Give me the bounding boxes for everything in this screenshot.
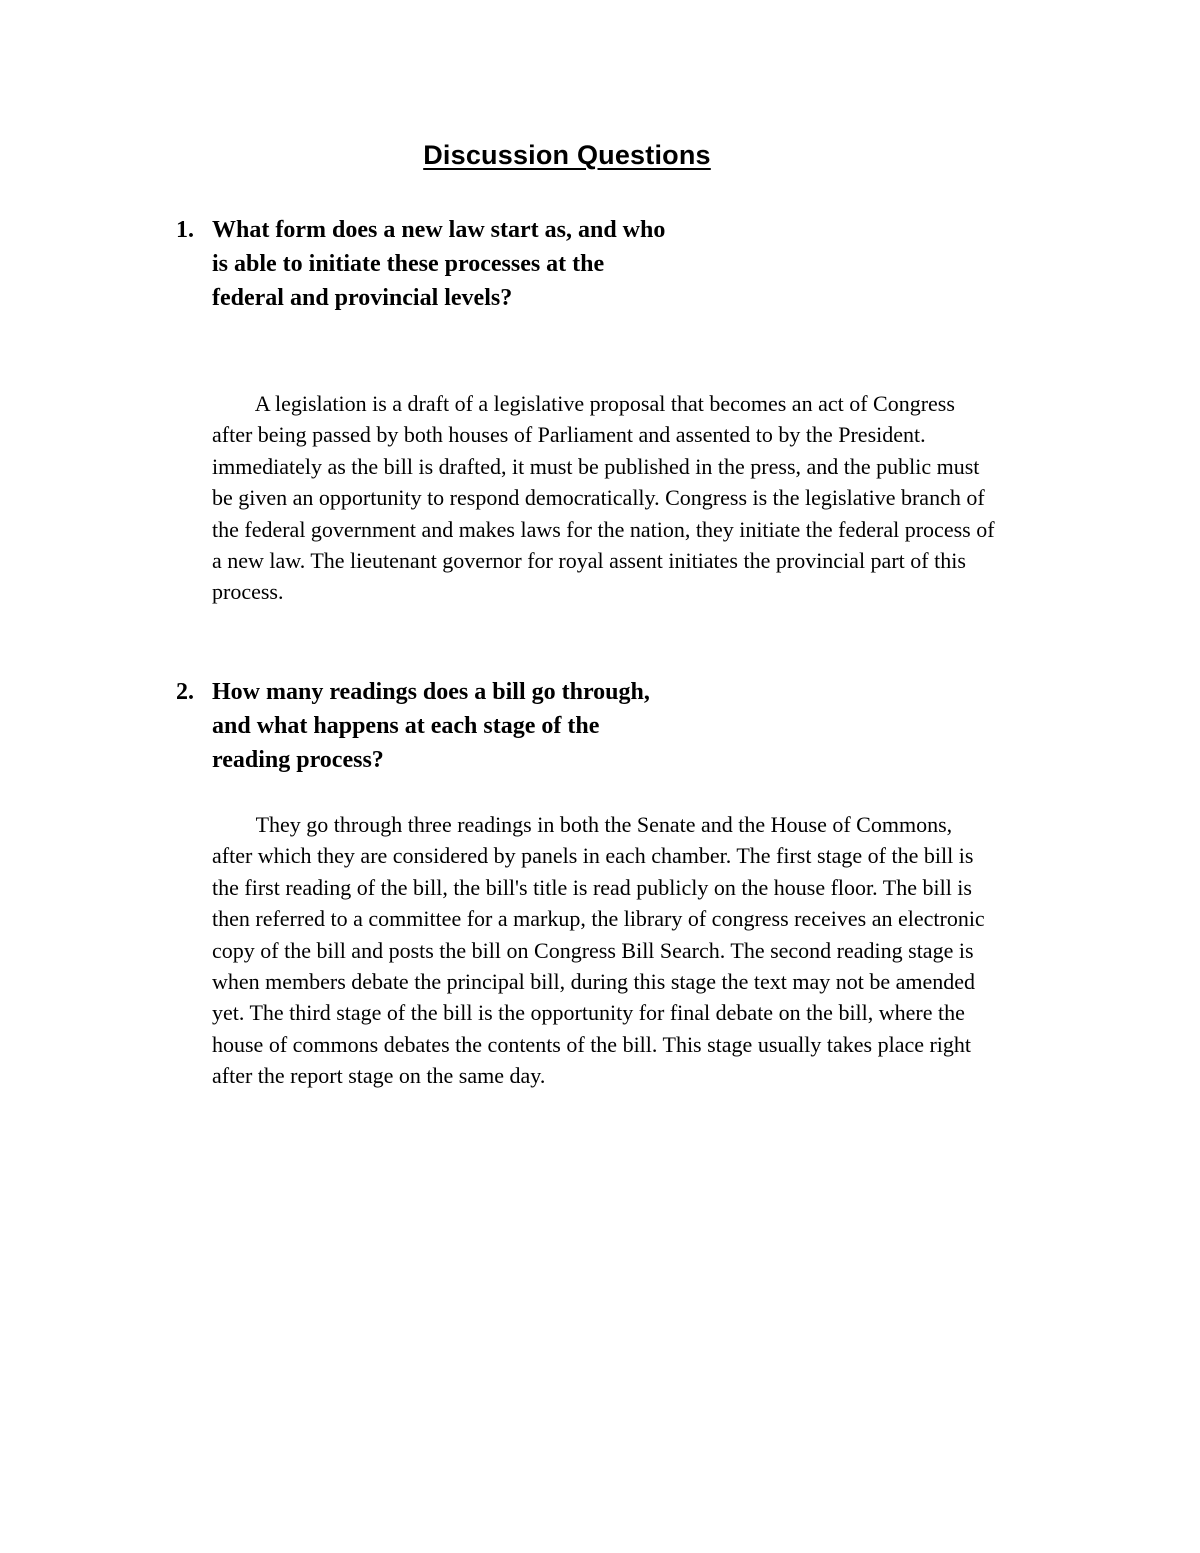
question-text	[212, 213, 665, 315]
answer-line: immediately as the bill is drafted, it must be published in the press, and the public must	[212, 453, 980, 479]
question-line: reading process?	[212, 747, 384, 773]
question-line: How many readings does a bill go through,	[212, 679, 650, 705]
question-number: 1.	[176, 217, 194, 243]
answer-line: A legislation is a draft of a legislative proposal that becomes an act of Congress	[212, 391, 955, 416]
answer-line: copy of the bill and posts the bill on Congress Bill Search. The second reading stage is	[212, 937, 974, 963]
answer-line: after which they are considered by panels in each chamber. The first stage of the bill is	[212, 843, 974, 869]
answer-line: yet. The third stage of the bill is the opportunity for final debate on the bill, where the	[212, 1000, 965, 1026]
question-line: What form does a new law start as, and who	[212, 217, 666, 243]
answer-2	[212, 809, 985, 1092]
answer-line: the first reading of the bill, the bill's title is read publicly on the house floor. The bill is	[212, 874, 972, 900]
question-number: 2.	[176, 679, 194, 705]
answer-line: after being passed by both houses of Parliament and assented to by the President.	[212, 422, 926, 448]
answer-line: house of commons debates the contents of the bill. This stage usually takes place right	[212, 1031, 972, 1057]
answer-line: be given an opportunity to respond democratically. Congress is the legislative branch of	[212, 485, 985, 511]
answer-line: then referred to a committee for a markup, the library of congress receives an electronic	[212, 906, 985, 932]
question-line: and what happens at each stage of the	[212, 713, 600, 739]
page-title: Discussion Questions	[423, 140, 711, 170]
answer-1	[212, 388, 995, 608]
answer-line: They go through three readings in both the Senate and the House of Commons,	[212, 812, 953, 837]
answer-line: the federal government and makes laws for the nation, they initiate the federal process of	[212, 516, 995, 542]
question-line: federal and provincial levels?	[212, 285, 513, 311]
question-line: is able to initiate these processes at the	[212, 251, 605, 277]
answer-line: when members debate the principal bill, during this stage the text may not be amended	[212, 968, 976, 994]
answer-line: a new law. The lieutenant governor for royal assent initiates the provincial part of this	[212, 547, 966, 573]
answer-line: process.	[212, 579, 284, 605]
answer-line: after the report stage on the same day.	[212, 1063, 546, 1089]
question-text	[212, 675, 650, 777]
